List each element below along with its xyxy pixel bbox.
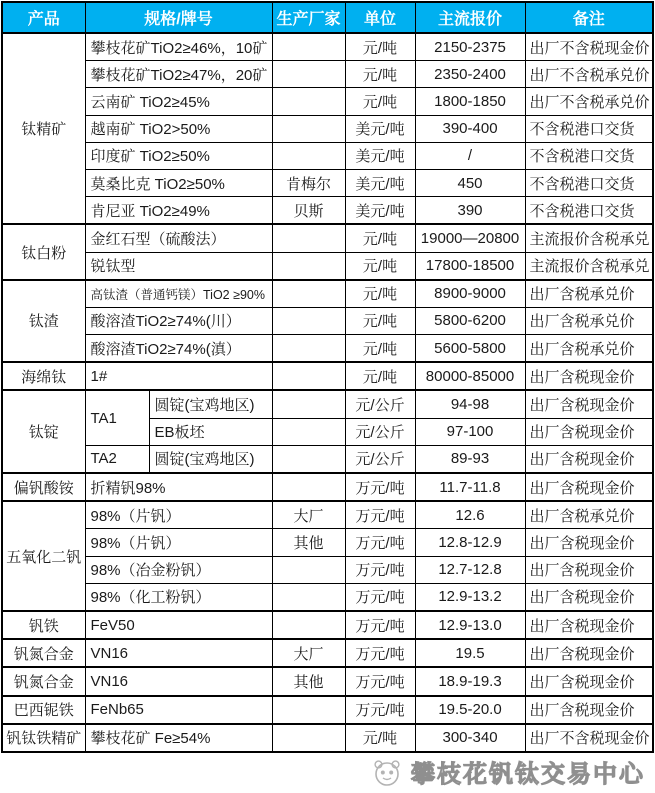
manufacturer-cell	[272, 335, 345, 363]
price-cell: 19.5-20.0	[415, 696, 525, 724]
manufacturer-cell	[272, 362, 345, 390]
spec-cell: VN16	[85, 639, 272, 667]
table-row	[2, 501, 653, 529]
table-row	[2, 335, 653, 363]
spec-cell: 98%（冶金粉钒）	[85, 556, 272, 583]
spec-cell: 高钛渣（普通钙镁）TiO2 ≥90%	[85, 280, 272, 308]
product-cell: 钒氮合金	[2, 667, 85, 695]
manufacturer-cell	[272, 583, 345, 611]
manufacturer-cell	[272, 724, 345, 752]
note-cell: 不含税港口交货	[525, 115, 653, 142]
spec-cell: 莫桑比克 TiO2≥50%	[85, 169, 272, 196]
table-row	[2, 390, 653, 418]
unit-cell: 元/公斤	[345, 418, 415, 445]
product-cell: 钛白粉	[2, 224, 85, 279]
table-row	[2, 362, 653, 390]
spec-cell: 肯尼亚 TiO2≥49%	[85, 197, 272, 225]
note-cell: 不含税港口交货	[525, 197, 653, 225]
table-row	[2, 583, 653, 611]
spec-cell: 1#	[85, 362, 272, 390]
header-row	[2, 2, 653, 33]
unit-cell: 美元/吨	[345, 115, 415, 142]
price-cell: 12.6	[415, 501, 525, 529]
table-row	[2, 61, 653, 88]
note-cell: 出厂含税现金价	[525, 611, 653, 639]
table-row	[2, 307, 653, 334]
spec-cell: 98%（片钒）	[85, 501, 272, 529]
manufacturer-cell	[272, 445, 345, 473]
price-cell: 300-340	[415, 724, 525, 752]
table-row	[2, 556, 653, 583]
spec-cell: 98%（片钒）	[85, 529, 272, 556]
note-cell: 出厂含税承兑价	[525, 501, 653, 529]
spec-cell: 攀枝花矿TiO2≥47%，20矿	[85, 61, 272, 88]
manufacturer-cell: 贝斯	[272, 197, 345, 225]
note-cell: 出厂含税现金价	[525, 473, 653, 501]
table-row	[2, 224, 653, 252]
spec-form-cell: 圆锭(宝鸡地区)	[149, 445, 272, 473]
table-row	[2, 473, 653, 501]
price-cell: 19000—20800	[415, 224, 525, 252]
note-cell: 出厂不含税承兑价	[525, 61, 653, 88]
note-cell: 出厂含税现金价	[525, 362, 653, 390]
unit-cell: 元/公斤	[345, 445, 415, 473]
note-cell: 出厂含税承兑价	[525, 335, 653, 363]
spec-cell: 印度矿 TiO2≥50%	[85, 142, 272, 169]
manufacturer-cell	[272, 88, 345, 115]
unit-cell: 元/吨	[345, 61, 415, 88]
price-table	[1, 1, 654, 753]
price-cell: 12.9-13.2	[415, 583, 525, 611]
note-cell: 出厂含税现金价	[525, 667, 653, 695]
product-cell: 钒铁	[2, 611, 85, 639]
table-row	[2, 445, 653, 473]
spec-form-cell: 圆锭(宝鸡地区)	[149, 390, 272, 418]
table-row	[2, 724, 653, 752]
table-row	[2, 197, 653, 225]
col-header-product: 产品	[2, 2, 85, 33]
col-header-unit: 单位	[345, 2, 415, 33]
spec-cell: 攀枝花矿TiO2≥46%，10矿	[85, 33, 272, 61]
price-cell: 8900-9000	[415, 280, 525, 308]
watermark	[370, 754, 645, 789]
price-cell: 390	[415, 197, 525, 225]
product-cell: 钒氮合金	[2, 639, 85, 667]
price-cell: 1800-1850	[415, 88, 525, 115]
note-cell: 出厂含税现金价	[525, 390, 653, 418]
price-cell: 11.7-11.8	[415, 473, 525, 501]
spec-cell: 酸溶渣TiO2≥74%(滇）	[85, 335, 272, 363]
spec-cell: 98%（化工粉钒）	[85, 583, 272, 611]
unit-cell: 万元/吨	[345, 696, 415, 724]
note-cell: 不含税港口交货	[525, 169, 653, 196]
manufacturer-cell	[272, 33, 345, 61]
price-cell: 80000-85000	[415, 362, 525, 390]
price-cell: 2350-2400	[415, 61, 525, 88]
note-cell: 出厂含税现金价	[525, 583, 653, 611]
spec-grade-cell: TA2	[85, 445, 149, 473]
spec-cell: VN16	[85, 667, 272, 695]
manufacturer-cell	[272, 252, 345, 280]
table-row	[2, 88, 653, 115]
table-row	[2, 639, 653, 667]
manufacturer-cell	[272, 280, 345, 308]
spec-cell: FeV50	[85, 611, 272, 639]
price-cell: 12.8-12.9	[415, 529, 525, 556]
manufacturer-cell	[272, 556, 345, 583]
price-cell: 12.7-12.8	[415, 556, 525, 583]
unit-cell: 元/吨	[345, 724, 415, 752]
price-cell: 450	[415, 169, 525, 196]
table-row	[2, 115, 653, 142]
price-cell: 97-100	[415, 418, 525, 445]
col-header-note: 备注	[525, 2, 653, 33]
manufacturer-cell	[272, 473, 345, 501]
product-cell: 巴西铌铁	[2, 696, 85, 724]
table-row	[2, 280, 653, 308]
watermark-text: 攀枝花钒钛交易中心	[411, 761, 645, 788]
product-cell: 钛精矿	[2, 33, 85, 224]
unit-cell: 元/吨	[345, 224, 415, 252]
product-cell: 五氧化二钒	[2, 501, 85, 611]
table-row	[2, 33, 653, 61]
note-cell: 主流报价含税承兑	[525, 224, 653, 252]
spec-cell: 折精钒98%	[85, 473, 272, 501]
manufacturer-cell	[272, 224, 345, 252]
manufacturer-cell	[272, 390, 345, 418]
price-cell: 17800-18500	[415, 252, 525, 280]
table-row	[2, 142, 653, 169]
product-cell: 钛锭	[2, 390, 85, 473]
note-cell: 出厂不含税承兑价	[525, 88, 653, 115]
spec-form-cell: EB板坯	[149, 418, 272, 445]
unit-cell: 万元/吨	[345, 501, 415, 529]
unit-cell: 万元/吨	[345, 583, 415, 611]
table-row	[2, 696, 653, 724]
price-cell: 19.5	[415, 639, 525, 667]
manufacturer-cell	[272, 307, 345, 334]
price-cell: 94-98	[415, 390, 525, 418]
unit-cell: 元/吨	[345, 307, 415, 334]
table-row	[2, 667, 653, 695]
spec-grade-cell: TA1	[85, 390, 149, 445]
price-cell: /	[415, 142, 525, 169]
unit-cell: 万元/吨	[345, 473, 415, 501]
note-cell: 出厂含税现金价	[525, 639, 653, 667]
unit-cell: 元/吨	[345, 335, 415, 363]
note-cell: 出厂含税承兑价	[525, 307, 653, 334]
unit-cell: 万元/吨	[345, 667, 415, 695]
price-cell: 5600-5800	[415, 335, 525, 363]
unit-cell: 元/公斤	[345, 390, 415, 418]
col-header-spec: 规格/牌号	[85, 2, 272, 33]
product-cell: 钛渣	[2, 280, 85, 363]
note-cell: 出厂含税现金价	[525, 556, 653, 583]
manufacturer-cell: 其他	[272, 529, 345, 556]
exchange-logo-icon	[370, 755, 404, 789]
unit-cell: 元/吨	[345, 280, 415, 308]
note-cell: 出厂含税现金价	[525, 696, 653, 724]
spec-cell: 锐钛型	[85, 252, 272, 280]
manufacturer-cell	[272, 61, 345, 88]
note-cell: 出厂含税现金价	[525, 445, 653, 473]
unit-cell: 元/吨	[345, 33, 415, 61]
manufacturer-cell	[272, 611, 345, 639]
note-cell: 出厂不含税现金价	[525, 724, 653, 752]
note-cell: 出厂含税现金价	[525, 529, 653, 556]
col-header-price: 主流报价	[415, 2, 525, 33]
note-cell: 出厂含税承兑价	[525, 280, 653, 308]
price-cell: 12.9-13.0	[415, 611, 525, 639]
manufacturer-cell: 大厂	[272, 639, 345, 667]
unit-cell: 美元/吨	[345, 169, 415, 196]
unit-cell: 万元/吨	[345, 639, 415, 667]
table-row	[2, 611, 653, 639]
table-row	[2, 169, 653, 196]
unit-cell: 万元/吨	[345, 556, 415, 583]
manufacturer-cell: 肯梅尔	[272, 169, 345, 196]
spec-cell: 金红石型（硫酸法）	[85, 224, 272, 252]
unit-cell: 美元/吨	[345, 142, 415, 169]
price-cell: 2150-2375	[415, 33, 525, 61]
manufacturer-cell	[272, 115, 345, 142]
price-cell: 18.9-19.3	[415, 667, 525, 695]
manufacturer-cell	[272, 696, 345, 724]
product-cell: 钒钛铁精矿	[2, 724, 85, 752]
product-cell: 海绵钛	[2, 362, 85, 390]
manufacturer-cell	[272, 142, 345, 169]
spec-cell: FeNb65	[85, 696, 272, 724]
price-cell: 89-93	[415, 445, 525, 473]
price-cell: 390-400	[415, 115, 525, 142]
col-header-manufacturer: 生产厂家	[272, 2, 345, 33]
spec-cell: 云南矿 TiO2≥45%	[85, 88, 272, 115]
manufacturer-cell	[272, 418, 345, 445]
price-cell: 5800-6200	[415, 307, 525, 334]
unit-cell: 万元/吨	[345, 611, 415, 639]
product-cell: 偏钒酸铵	[2, 473, 85, 501]
table-row	[2, 529, 653, 556]
note-cell: 出厂含税现金价	[525, 418, 653, 445]
note-cell: 不含税港口交货	[525, 142, 653, 169]
spec-cell: 攀枝花矿 Fe≥54%	[85, 724, 272, 752]
unit-cell: 美元/吨	[345, 197, 415, 225]
manufacturer-cell: 其他	[272, 667, 345, 695]
spec-cell: 酸溶渣TiO2≥74%(川）	[85, 307, 272, 334]
manufacturer-cell: 大厂	[272, 501, 345, 529]
unit-cell: 万元/吨	[345, 529, 415, 556]
unit-cell: 元/吨	[345, 88, 415, 115]
unit-cell: 元/吨	[345, 362, 415, 390]
spec-cell: 越南矿 TiO2>50%	[85, 115, 272, 142]
table-row	[2, 252, 653, 280]
note-cell: 主流报价含税承兑	[525, 252, 653, 280]
unit-cell: 元/吨	[345, 252, 415, 280]
note-cell: 出厂不含税现金价	[525, 33, 653, 61]
